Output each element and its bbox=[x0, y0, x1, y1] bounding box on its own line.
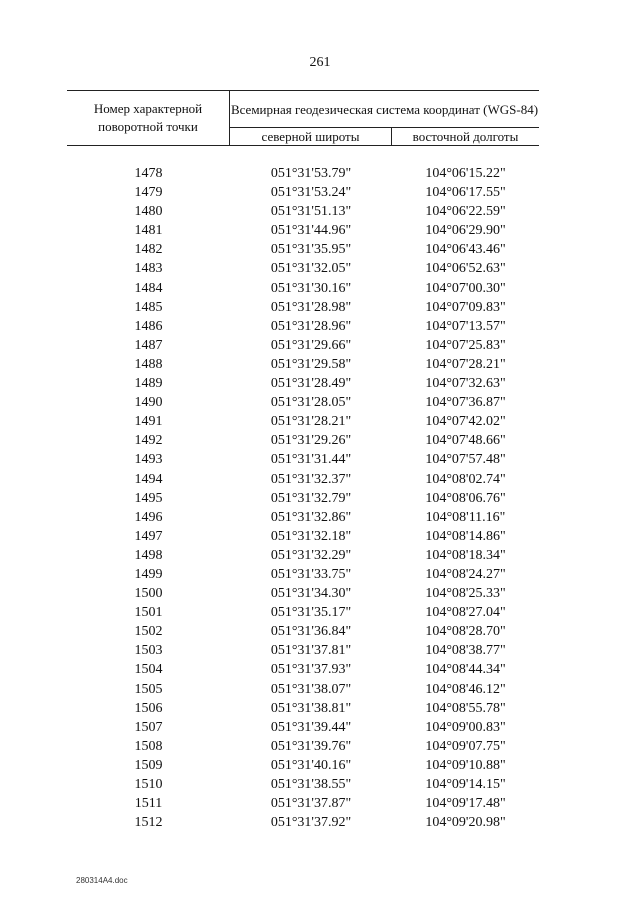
longitude-value: 104°07'28.21" bbox=[425, 356, 506, 372]
latitude-value: 051°31'44.96" bbox=[270, 223, 352, 239]
longitude-value: 104°09'00.83" bbox=[425, 719, 506, 735]
longitude-value: 104°08'18.34" bbox=[425, 547, 506, 563]
table-row bbox=[67, 470, 539, 489]
table-row bbox=[67, 240, 539, 259]
longitude-value: 104°08'28.70" bbox=[425, 624, 506, 640]
point-number: 1481 bbox=[134, 223, 163, 239]
header-latitude: северной широты bbox=[230, 128, 392, 145]
latitude-value: 051°31'38.07" bbox=[270, 681, 352, 697]
table-row bbox=[67, 221, 539, 240]
point-number: 1505 bbox=[134, 681, 163, 697]
latitude-value: 051°31'32.05" bbox=[270, 261, 352, 277]
longitude-value: 104°09'14.15" bbox=[425, 777, 506, 792]
longitude-value: 104°08'24.27" bbox=[425, 566, 506, 582]
table-row bbox=[67, 336, 539, 355]
point-number: 1500 bbox=[134, 586, 163, 602]
longitude-value: 104°06'17.55" bbox=[425, 185, 506, 201]
latitude-value: 051°31'28.05" bbox=[270, 395, 352, 411]
table-row bbox=[67, 680, 539, 699]
table-header bbox=[67, 90, 539, 146]
point-number: 1490 bbox=[134, 395, 163, 411]
header-point-number: Номер характерной поворотной точки bbox=[67, 91, 230, 145]
longitude-value: 104°07'32.63" bbox=[425, 376, 506, 392]
longitude-value: 104°07'57.48" bbox=[425, 452, 506, 468]
point-number: 1511 bbox=[134, 796, 163, 812]
latitude-value: 051°31'28.98" bbox=[270, 299, 352, 315]
point-number: 1496 bbox=[134, 509, 163, 525]
point-number: 1493 bbox=[134, 452, 163, 468]
longitude-value: 104°06'15.22" bbox=[425, 166, 506, 181]
latitude-value: 051°31'37.87" bbox=[270, 796, 352, 812]
table-row bbox=[67, 699, 539, 718]
longitude-value: 104°08'25.33" bbox=[425, 586, 506, 602]
table-row bbox=[67, 431, 539, 450]
longitude-value: 104°06'52.63" bbox=[425, 261, 506, 277]
latitude-value: 051°31'32.79" bbox=[270, 490, 352, 506]
latitude-value: 051°31'28.49" bbox=[270, 376, 352, 392]
latitude-value: 051°31'32.86" bbox=[270, 509, 352, 525]
table-row bbox=[67, 546, 539, 565]
page-number: 261 bbox=[309, 55, 331, 70]
point-number: 1512 bbox=[134, 815, 163, 831]
table-row bbox=[67, 279, 539, 298]
table-row bbox=[67, 660, 539, 679]
file-name-footer: 280314A4.doc bbox=[76, 876, 128, 885]
table-row bbox=[67, 164, 539, 183]
table-row bbox=[67, 374, 539, 393]
table-row bbox=[67, 622, 539, 641]
latitude-value: 051°31'28.21" bbox=[270, 414, 352, 430]
longitude-value: 104°08'06.76" bbox=[425, 490, 506, 506]
table-row bbox=[67, 412, 539, 431]
header-longitude: восточной долготы bbox=[412, 128, 519, 144]
latitude-value: 051°31'29.26" bbox=[270, 433, 352, 449]
point-number: 1478 bbox=[134, 166, 163, 181]
longitude-value: 104°07'42.02" bbox=[425, 414, 506, 430]
latitude-value: 051°31'53.24" bbox=[270, 185, 352, 201]
table-row bbox=[67, 813, 539, 832]
table-row bbox=[67, 756, 539, 775]
longitude-value: 104°09'10.88" bbox=[425, 757, 506, 773]
longitude-value: 104°08'44.34" bbox=[425, 662, 506, 678]
point-number: 1492 bbox=[134, 433, 163, 449]
longitude-value: 104°08'46.12" bbox=[425, 681, 506, 697]
table-row bbox=[67, 527, 539, 546]
latitude-value: 051°31'35.95" bbox=[270, 242, 352, 258]
latitude-value: 051°31'32.37" bbox=[270, 471, 352, 487]
latitude-value: 051°31'37.81" bbox=[270, 643, 352, 659]
latitude-value: 051°31'35.17" bbox=[270, 605, 352, 621]
point-number: 1479 bbox=[134, 185, 163, 201]
table-row bbox=[67, 298, 539, 317]
longitude-value: 104°07'00.30" bbox=[425, 280, 506, 296]
longitude-value: 104°08'27.04" bbox=[425, 605, 506, 621]
latitude-value: 051°31'38.81" bbox=[270, 700, 352, 716]
latitude-value: 051°31'31.44" bbox=[270, 452, 352, 468]
point-number: 1483 bbox=[134, 261, 163, 277]
point-number: 1489 bbox=[134, 376, 163, 392]
longitude-value: 104°09'20.98" bbox=[425, 815, 506, 831]
table-row bbox=[67, 565, 539, 584]
latitude-value: 051°31'29.58" bbox=[270, 356, 352, 372]
point-number: 1499 bbox=[134, 566, 163, 582]
latitude-value: 051°31'40.16" bbox=[270, 757, 352, 773]
longitude-value: 104°08'14.86" bbox=[425, 528, 506, 544]
point-number: 1484 bbox=[134, 280, 163, 296]
table-row bbox=[67, 259, 539, 278]
latitude-value: 051°31'29.66" bbox=[270, 337, 352, 353]
latitude-value: 051°31'28.96" bbox=[270, 318, 352, 334]
table-row bbox=[67, 508, 539, 527]
latitude-value: 051°31'51.13" bbox=[270, 204, 352, 220]
point-number: 1504 bbox=[134, 662, 163, 678]
table-row bbox=[67, 317, 539, 336]
header-coordinate-system: Всемирная геодезическая система координат (WGS-84) bbox=[230, 91, 539, 128]
point-number: 1502 bbox=[134, 624, 163, 640]
longitude-value: 104°08'38.77" bbox=[425, 643, 506, 659]
table-row bbox=[67, 775, 539, 794]
latitude-value: 051°31'34.30" bbox=[270, 586, 352, 602]
point-number: 1487 bbox=[134, 337, 163, 353]
longitude-value: 104°07'09.83" bbox=[425, 299, 506, 315]
latitude-value: 051°31'39.44" bbox=[270, 719, 352, 735]
latitude-value: 051°31'53.79" bbox=[270, 166, 352, 181]
table-row bbox=[67, 489, 539, 508]
latitude-value: 051°31'33.75" bbox=[270, 566, 352, 582]
point-number: 1488 bbox=[134, 356, 163, 372]
point-number: 1491 bbox=[134, 414, 163, 430]
longitude-value: 104°07'36.87" bbox=[425, 395, 506, 411]
point-number: 1482 bbox=[134, 242, 163, 258]
latitude-value: 051°31'37.92" bbox=[270, 815, 352, 831]
table-row bbox=[67, 584, 539, 603]
point-number: 1507 bbox=[134, 719, 163, 735]
latitude-value: 051°31'37.93" bbox=[270, 662, 352, 678]
table-row bbox=[67, 393, 539, 412]
latitude-value: 051°31'36.84" bbox=[270, 624, 352, 640]
longitude-value: 104°08'55.78" bbox=[425, 700, 506, 716]
longitude-value: 104°07'48.66" bbox=[425, 433, 506, 449]
point-number: 1480 bbox=[134, 204, 163, 220]
point-number: 1503 bbox=[134, 643, 163, 659]
point-number: 1506 bbox=[134, 700, 163, 716]
table-row bbox=[67, 450, 539, 469]
point-number: 1485 bbox=[134, 299, 163, 315]
table-row bbox=[67, 641, 539, 660]
point-number: 1510 bbox=[134, 777, 163, 792]
table-row bbox=[67, 603, 539, 622]
point-number: 1497 bbox=[134, 528, 163, 544]
point-number: 1486 bbox=[134, 318, 163, 334]
table-row bbox=[67, 737, 539, 756]
longitude-value: 104°08'11.16" bbox=[425, 509, 506, 525]
longitude-value: 104°08'02.74" bbox=[425, 471, 506, 487]
longitude-value: 104°07'13.57" bbox=[425, 318, 506, 334]
table-row bbox=[67, 718, 539, 737]
longitude-value: 104°09'17.48" bbox=[425, 796, 506, 812]
latitude-value: 051°31'30.16" bbox=[270, 280, 352, 296]
table-row bbox=[67, 183, 539, 202]
table-row bbox=[67, 355, 539, 374]
longitude-value: 104°06'43.46" bbox=[425, 242, 506, 258]
latitude-value: 051°31'39.76" bbox=[270, 738, 352, 754]
table-row bbox=[67, 202, 539, 221]
latitude-value: 051°31'38.55" bbox=[270, 777, 352, 792]
longitude-value: 104°07'25.83" bbox=[425, 337, 506, 353]
latitude-value: 051°31'32.18" bbox=[270, 528, 352, 544]
point-number: 1509 bbox=[134, 757, 163, 773]
table-row bbox=[67, 794, 539, 813]
table-body bbox=[67, 164, 539, 832]
latitude-value: 051°31'32.29" bbox=[270, 547, 352, 563]
point-number: 1495 bbox=[134, 490, 163, 506]
longitude-value: 104°09'07.75" bbox=[425, 738, 506, 754]
point-number: 1494 bbox=[134, 471, 163, 487]
point-number: 1508 bbox=[134, 738, 163, 754]
longitude-value: 104°06'29.90" bbox=[425, 223, 506, 239]
longitude-value: 104°06'22.59" bbox=[425, 204, 506, 220]
point-number: 1501 bbox=[134, 605, 163, 621]
point-number: 1498 bbox=[134, 547, 163, 563]
